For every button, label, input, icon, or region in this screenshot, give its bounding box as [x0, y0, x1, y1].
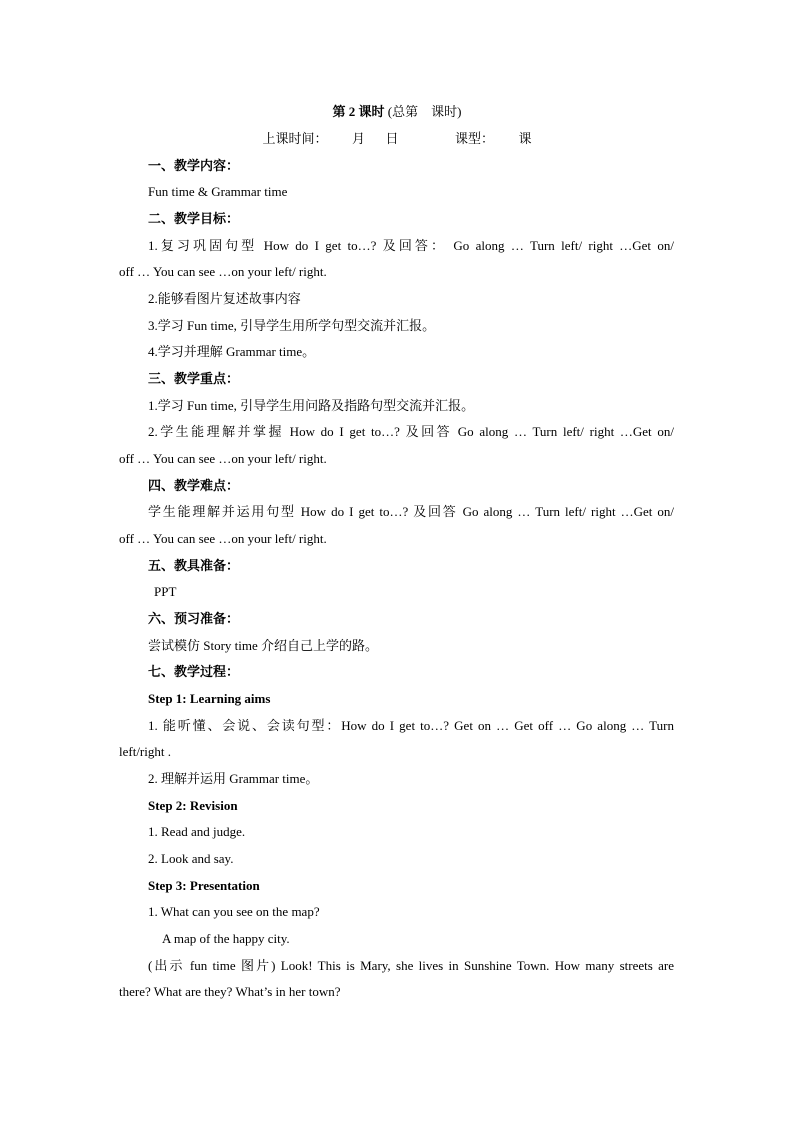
section-5-heading: 五、教具准备：	[148, 558, 240, 573]
step-1-item-2: 2. 理解并运用 Grammar time。	[148, 771, 319, 786]
section-2-item-2: 2.能够看图片复述故事内容	[148, 291, 301, 306]
section-6-heading: 六、预习准备：	[148, 611, 240, 626]
step-1-item-1-line-2: left/right .	[119, 744, 171, 759]
step-3-item-1-answer: A map of the happy city.	[162, 931, 290, 946]
section-2-item-3: 3.学习 Fun time, 引导学生用所学句型交流并汇报。	[148, 318, 436, 333]
step-1-heading: Step 1: Learning aims	[148, 691, 271, 706]
month-label: 月	[351, 131, 365, 146]
step-3-paragraph-line-1: (出示 fun time 图片) Look! This is Mary, she lives in Sunshine Town. How many streets are	[148, 958, 674, 973]
section-3-heading: 三、教学重点：	[148, 371, 240, 386]
section-2-item-4: 4.学习并理解 Grammar time。	[148, 344, 316, 359]
day-label: 日	[385, 131, 399, 146]
section-6-body: 尝试模仿 Story time 介绍自己上学的路。	[148, 638, 379, 653]
section-4-body-line-1: 学生能理解并运用句型 How do I get to…? 及回答 Go along … Turn left/ right …Get on/	[148, 504, 674, 519]
step-3-heading: Step 3: Presentation	[148, 878, 260, 893]
lesson-type-label: 课型：	[455, 131, 495, 146]
lesson-title-rest: (总第 课时)	[384, 104, 462, 119]
section-2-heading: 二、教学目标：	[148, 211, 240, 226]
step-2-heading: Step 2: Revision	[148, 798, 238, 813]
class-time-label: 上课时间：	[262, 131, 328, 146]
section-2-item-1-line-1: 1.复习巩固句型 How do I get to…? 及回答： Go along … Turn left/ right …Get on/	[148, 238, 674, 253]
lesson-meta	[0, 131, 794, 147]
step-1-item-1-line-1: 1. 能听懂、会说、会读句型：How do I get to…? Get on … Get off … Go along … Turn	[148, 718, 674, 733]
section-4-heading: 四、教学难点：	[148, 478, 240, 493]
step-2-item-1: 1. Read and judge.	[148, 824, 246, 839]
section-3-item-2-line-1: 2.学生能理解并掌握 How do I get to…? 及回答 Go along … Turn left/ right …Get on/	[148, 424, 674, 439]
section-7-heading: 七、教学过程：	[148, 664, 240, 679]
section-1-body: Fun time & Grammar time	[148, 184, 288, 199]
section-4-body-line-2: off … You can see …on your left/ right.	[119, 531, 327, 546]
step-3-item-1: 1. What can you see on the map?	[148, 904, 320, 919]
section-3-item-1: 1.学习 Fun time, 引导学生用问路及指路句型交流并汇报。	[148, 398, 475, 413]
lesson-title	[0, 104, 794, 120]
step-2-item-2: 2. Look and say.	[148, 851, 234, 866]
step-3-paragraph-line-2: there? What are they? What’s in her town?	[119, 984, 341, 999]
lesson-type-value: 课	[518, 131, 532, 146]
section-2-item-1-line-2: off … You can see …on your left/ right.	[119, 264, 327, 279]
lesson-title-bold: 第 2 课时	[332, 104, 385, 119]
section-3-item-2-line-2: off … You can see …on your left/ right.	[119, 451, 327, 466]
section-1-heading: 一、教学内容：	[148, 158, 240, 173]
section-5-body: PPT	[154, 584, 177, 599]
